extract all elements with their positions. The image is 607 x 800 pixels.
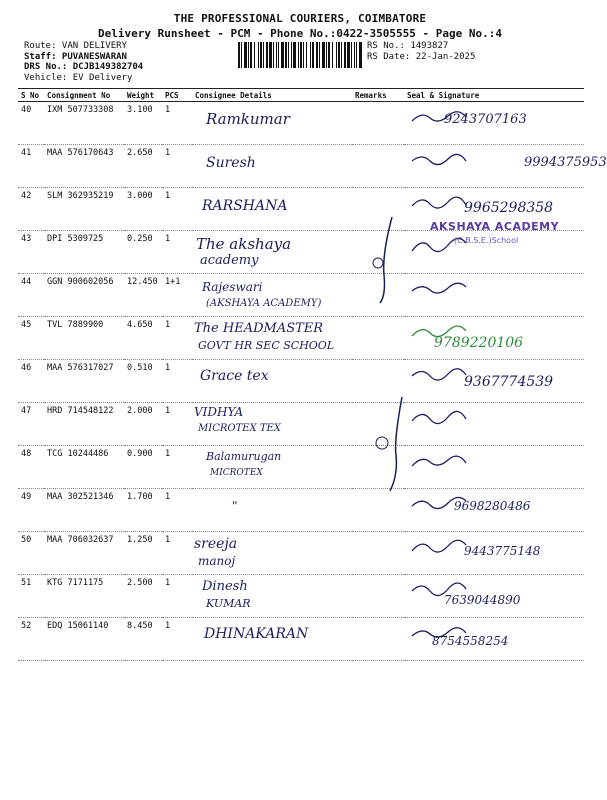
- consignee-name: RARSHANA: [202, 198, 288, 214]
- bracket-mark-icon: [372, 215, 402, 305]
- row-sno: 49: [18, 489, 44, 532]
- row-signature: [404, 403, 584, 446]
- signature-phone: 9994375953: [524, 155, 607, 170]
- consignee-name: Balamurugan: [206, 450, 282, 463]
- signature-phone: 9443775148: [464, 544, 541, 558]
- row-consignee: [192, 532, 352, 575]
- table-row: [18, 360, 584, 403]
- table-row: [18, 403, 584, 446]
- row-sno: 42: [18, 188, 44, 231]
- row-remarks: [352, 317, 404, 360]
- consignee-detail: KUMAR: [206, 597, 251, 610]
- consignee-name: DHINAKARAN: [204, 626, 309, 642]
- row-weight: 0.900: [124, 446, 162, 489]
- row-sno: 41: [18, 145, 44, 188]
- row-sno: 44: [18, 274, 44, 317]
- row-signature: [404, 446, 584, 489]
- row-sno: 51: [18, 575, 44, 618]
- meta-left: [24, 41, 143, 83]
- signature-scribble-icon: [410, 149, 470, 169]
- row-weight: 8.450: [124, 618, 162, 661]
- row-pcs: 1: [162, 446, 192, 489]
- consignee-name: sreeja: [194, 536, 238, 552]
- row-consignment: MAA 576317027: [44, 360, 124, 403]
- rs-date: RS Date: 22-Jan-2025: [367, 51, 476, 62]
- row-pcs: 1: [162, 231, 192, 274]
- row-remarks: [352, 532, 404, 575]
- barcode-icon: [238, 42, 360, 68]
- consignee-name: ": [232, 499, 238, 513]
- consignee-name: Suresh: [206, 155, 256, 171]
- row-consignment: EDQ 15061140: [44, 618, 124, 661]
- drs-label: DRS No.: DCJB149382704: [24, 62, 144, 72]
- row-pcs: 1: [162, 145, 192, 188]
- row-remarks: [352, 145, 404, 188]
- table-row: [18, 145, 584, 188]
- row-weight: 0.250: [124, 231, 162, 274]
- row-consignment: HRD 714548122: [44, 403, 124, 446]
- row-weight: 2.650: [124, 145, 162, 188]
- route-label: Route: VAN DELIVERY: [24, 41, 127, 51]
- row-signature: [404, 360, 584, 403]
- col-signature: Seal & Signature: [404, 89, 584, 102]
- row-consignment: TCG 10244486: [44, 446, 124, 489]
- row-weight: 3.100: [124, 102, 162, 145]
- consignee-name: Ramkumar: [206, 110, 290, 128]
- row-consignee: [192, 188, 352, 231]
- row-consignment: IXM 507733308: [44, 102, 124, 145]
- row-consignee: [192, 317, 352, 360]
- row-pcs: 1: [162, 317, 192, 360]
- row-consignee: [192, 575, 352, 618]
- row-pcs: 1: [162, 102, 192, 145]
- row-weight: 1.700: [124, 489, 162, 532]
- consignee-detail: manoj: [198, 554, 236, 568]
- signature-phone: 9243707163: [444, 112, 527, 127]
- row-consignee: [192, 360, 352, 403]
- row-consignment: GGN 900602056: [44, 274, 124, 317]
- row-pcs: 1: [162, 532, 192, 575]
- row-remarks: [352, 618, 404, 661]
- table-row: [18, 575, 584, 618]
- row-consignment: SLM 362935219: [44, 188, 124, 231]
- table-row: [18, 317, 584, 360]
- table-row: [18, 446, 584, 489]
- row-weight: 4.650: [124, 317, 162, 360]
- table-header-row: [18, 89, 584, 102]
- company-title: THE PROFESSIONAL COURIERS, COIMBATORE: [173, 12, 427, 25]
- school-stamp-sub: (C.B.S.E.)School: [454, 236, 519, 245]
- row-signature: [404, 618, 584, 661]
- table-row: [18, 489, 584, 532]
- row-pcs: 1: [162, 360, 192, 403]
- row-weight: 0.510: [124, 360, 162, 403]
- row-consignee: [192, 231, 352, 274]
- row-consignee: [192, 403, 352, 446]
- signature-phone: 9698280486: [454, 499, 531, 513]
- table-row: [18, 532, 584, 575]
- consignee-detail: academy: [200, 253, 259, 268]
- consignee-name: Dinesh: [202, 579, 248, 594]
- signature-phone: 7639044890: [444, 593, 521, 607]
- row-consignment: MAA 706032637: [44, 532, 124, 575]
- consignee-name: Rajeswari: [202, 280, 263, 294]
- row-signature: [404, 102, 584, 145]
- col-pcs: PCS: [162, 89, 192, 102]
- signature-scribble-icon: [410, 192, 470, 212]
- row-weight: 3.000: [124, 188, 162, 231]
- row-consignment: TVL 7889900: [44, 317, 124, 360]
- row-signature: [404, 274, 584, 317]
- col-remarks: Remarks: [352, 89, 404, 102]
- runsheet-table: [18, 88, 607, 661]
- consignee-name: Grace tex: [200, 368, 269, 384]
- school-stamp: AKSHAYA ACADEMY: [430, 220, 560, 233]
- consignee-detail: MICROTEX TEX: [198, 423, 281, 434]
- row-consignment: DPI 5309725: [44, 231, 124, 274]
- runsheet-subtitle: Delivery Runsheet - PCM - Phone No.:0422-3505555 - Page No.:4: [98, 27, 502, 40]
- row-remarks: [352, 102, 404, 145]
- consignee-detail: (AKSHAYA ACADEMY): [206, 298, 322, 309]
- row-consignee: [192, 618, 352, 661]
- row-consignee: [192, 274, 352, 317]
- row-sno: 45: [18, 317, 44, 360]
- row-sno: 52: [18, 618, 44, 661]
- row-sno: 47: [18, 403, 44, 446]
- row-consignee: [192, 489, 352, 532]
- table-row: [18, 618, 584, 661]
- rs-number: RS No.: 1493827: [367, 41, 449, 51]
- row-sno: 43: [18, 231, 44, 274]
- row-pcs: 1: [162, 618, 192, 661]
- col-weight: Weight: [124, 89, 162, 102]
- signature-scribble-icon: [410, 536, 470, 556]
- row-sno: 48: [18, 446, 44, 489]
- row-consignee: [192, 446, 352, 489]
- row-sno: 40: [18, 102, 44, 145]
- signature-scribble-icon: [410, 364, 470, 384]
- signature-phone: 9965298358: [464, 200, 554, 216]
- row-consignment: MAA 302521346: [44, 489, 124, 532]
- signature-phone: 9367774539: [464, 374, 554, 390]
- signature-phone: 8754558254: [432, 634, 509, 648]
- meta-right: [367, 41, 475, 62]
- consignee-name: The HEADMASTER: [194, 321, 324, 336]
- row-weight: 2.000: [124, 403, 162, 446]
- row-signature: [404, 489, 584, 532]
- row-remarks: [352, 575, 404, 618]
- row-weight: 12.450: [124, 274, 162, 317]
- bracket-mark-icon: [372, 395, 412, 495]
- vehicle-label: Vehicle: EV Delivery: [24, 72, 133, 83]
- row-sno: 46: [18, 360, 44, 403]
- row-signature: [404, 575, 584, 618]
- row-sno: 50: [18, 532, 44, 575]
- row-pcs: 1: [162, 188, 192, 231]
- row-signature: [404, 317, 584, 360]
- consignee-detail: GOVT HR SEC SCHOOL: [198, 339, 335, 352]
- row-consignment: KTG 7171175: [44, 575, 124, 618]
- row-consignment: MAA 576170643: [44, 145, 124, 188]
- table-row: [18, 102, 584, 145]
- signature-scribble-icon: [410, 278, 470, 298]
- row-consignee: [192, 145, 352, 188]
- consignee-name: VIDHYA: [194, 405, 244, 419]
- staff-label: Staff: PUVANESWARAN: [24, 51, 127, 62]
- row-weight: 2.500: [124, 575, 162, 618]
- row-pcs: 1: [162, 489, 192, 532]
- row-pcs: 1: [162, 403, 192, 446]
- signature-phone: 9789220106: [434, 335, 524, 351]
- row-pcs: 1: [162, 575, 192, 618]
- row-pcs: 1+1: [162, 274, 192, 317]
- consignee-detail: MICROTEX: [210, 468, 263, 478]
- consignee-name: The akshaya: [196, 235, 292, 253]
- row-consignee: [192, 102, 352, 145]
- col-consignee: Consignee Details: [192, 89, 352, 102]
- row-signature: [404, 532, 584, 575]
- signature-scribble-icon: [410, 407, 470, 427]
- table-row: [18, 274, 584, 317]
- signature-scribble-icon: [410, 450, 470, 470]
- col-sno: S No: [18, 89, 44, 102]
- col-consignment: Consignment No: [44, 89, 124, 102]
- row-weight: 1.250: [124, 532, 162, 575]
- row-signature: [404, 145, 607, 188]
